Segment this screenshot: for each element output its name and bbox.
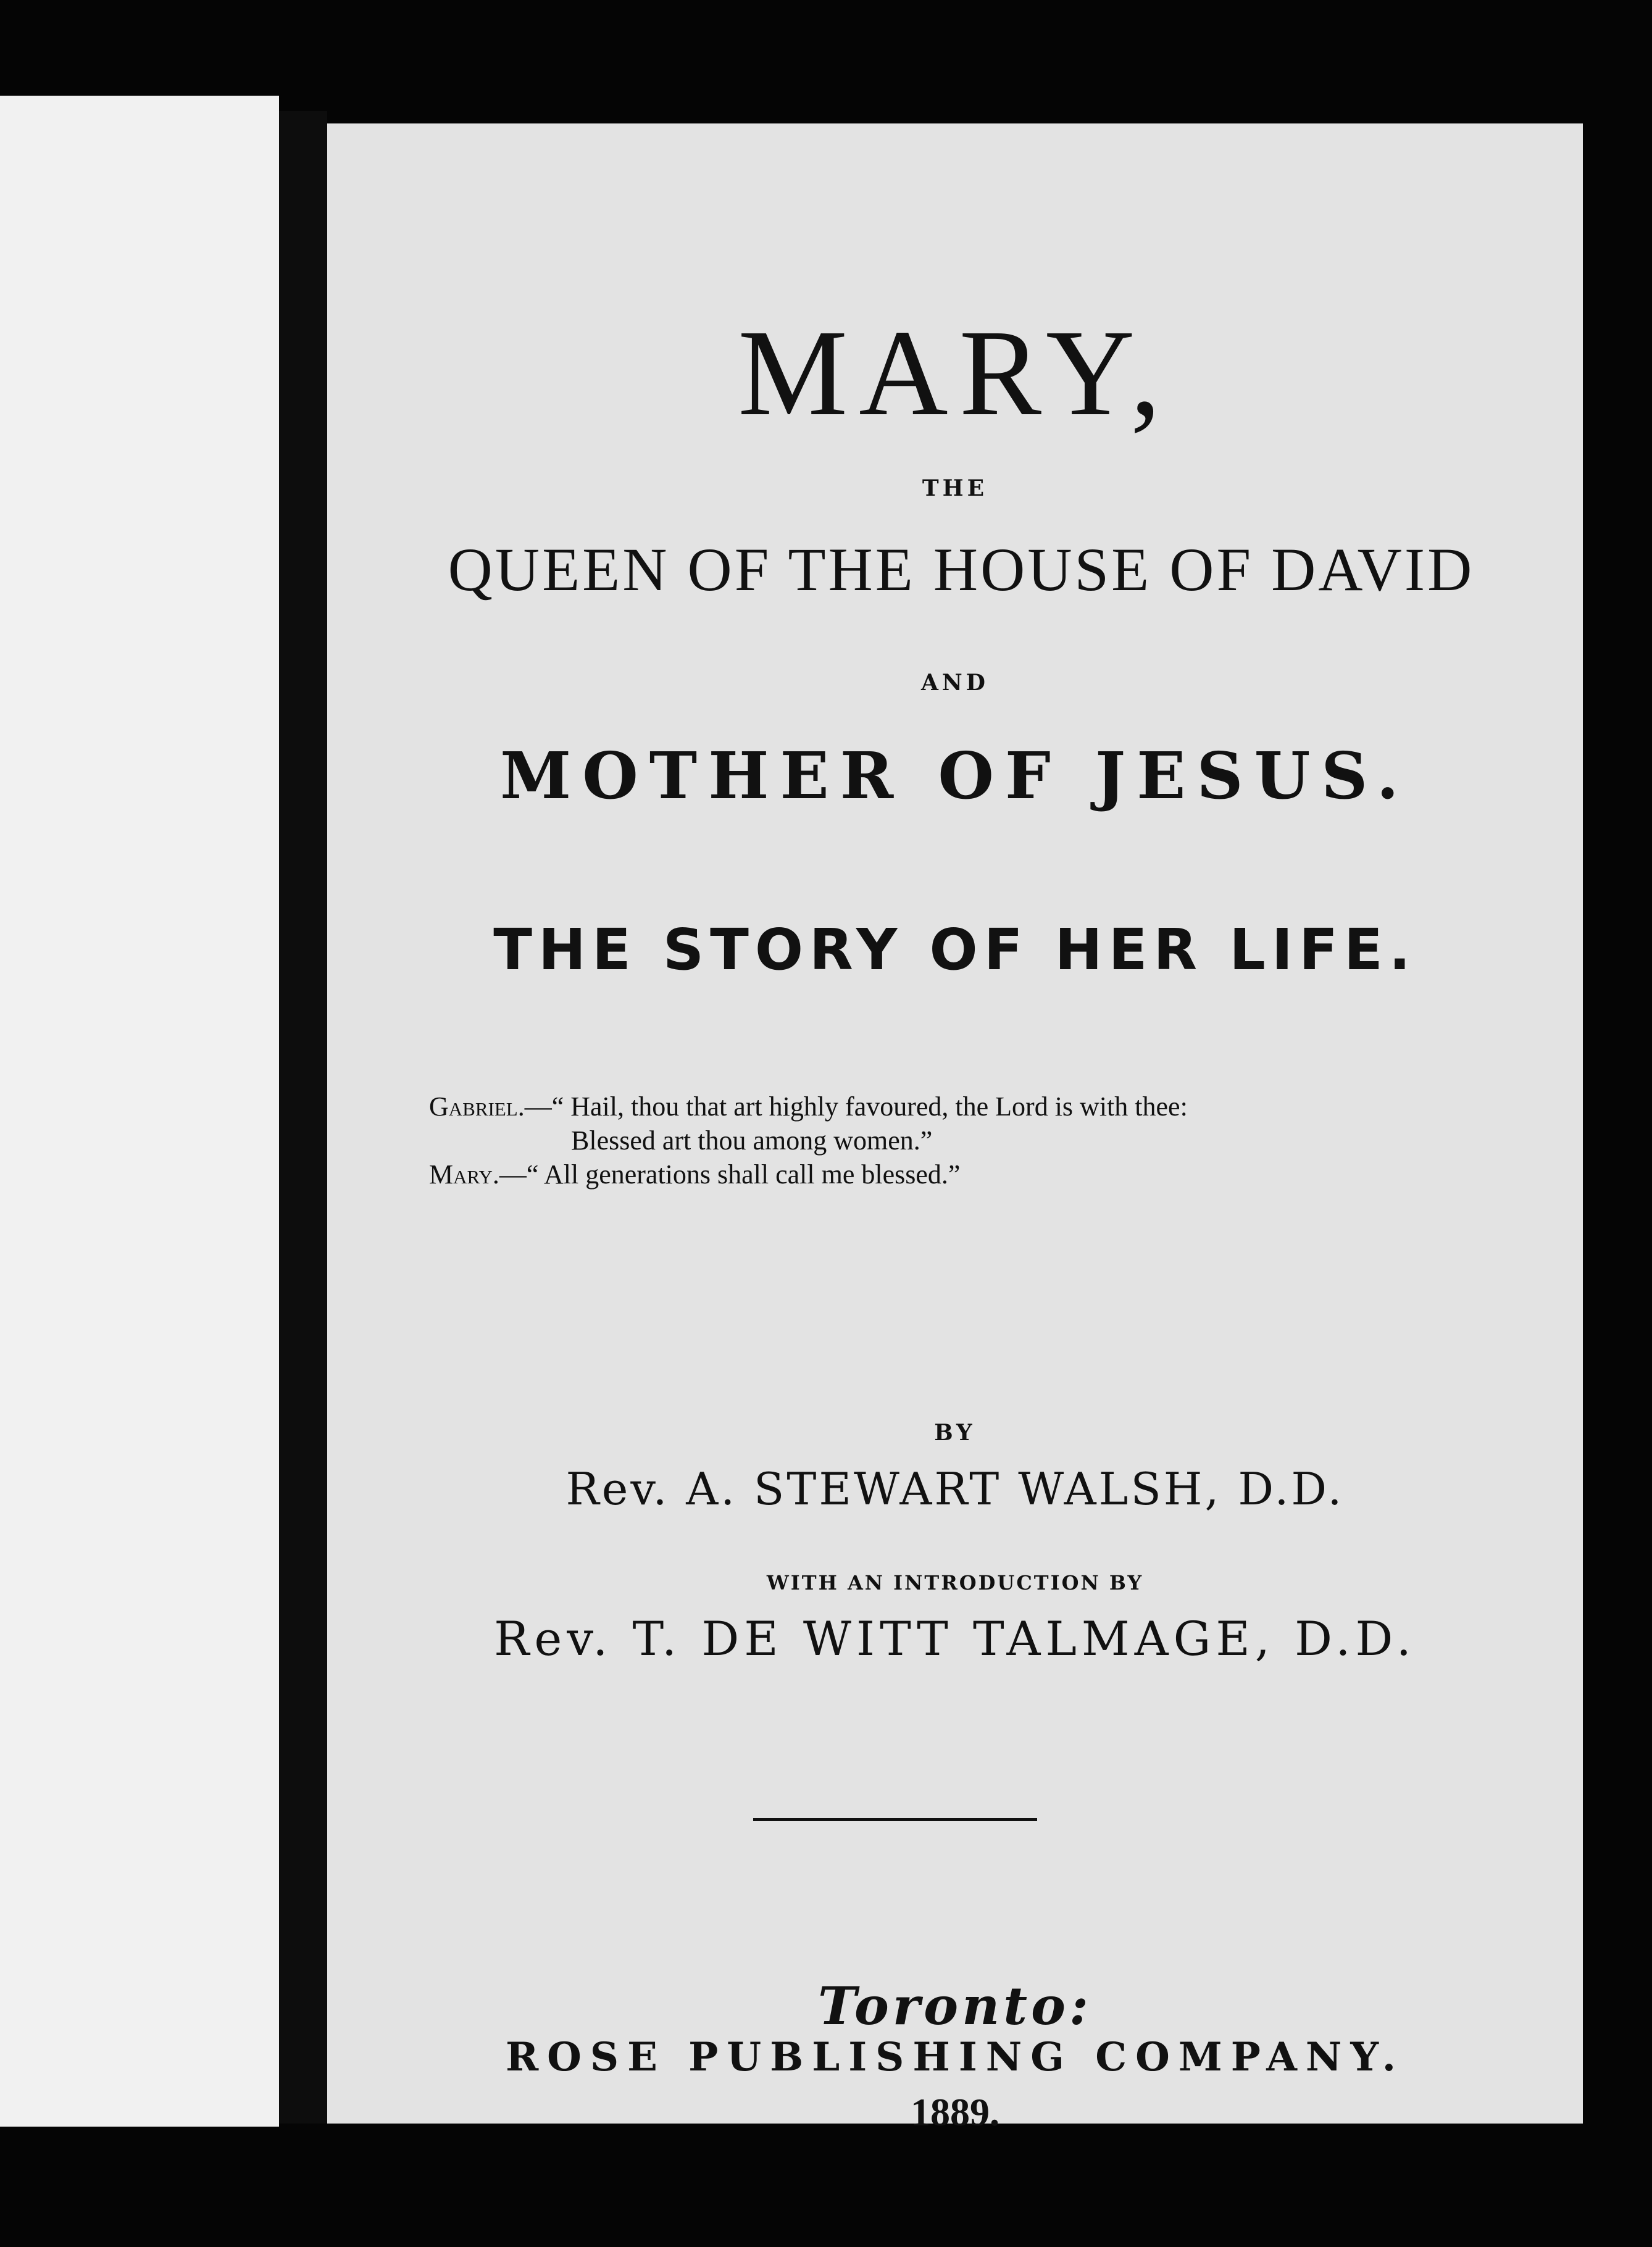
epigraph-line-3 [429, 1157, 1417, 1191]
by-word: BY [934, 1420, 976, 1446]
and-word: AND [920, 670, 990, 696]
publication-city: Toronto: [817, 1975, 1093, 2036]
publisher: ROSE PUBLISHING COMPANY. [505, 2034, 1405, 2080]
facing-page [0, 96, 279, 2127]
the-word: THE [922, 475, 988, 501]
epigraph-quote-2: —“ All generations shall call me blessed.” [499, 1159, 961, 1190]
epigraph-quote-1: —“ Hail, thou that art highly favoured, the Lord is with thee: [524, 1091, 1188, 1122]
book-gutter [279, 111, 327, 2124]
introducer: Rev. T. DE WITT TALMAGE, D.D. [494, 1611, 1416, 1666]
subtitle-mother: MOTHER OF JESUS. [500, 738, 1410, 814]
epigraph-line-1 [429, 1090, 1417, 1124]
book-title: MARY, [738, 305, 1172, 441]
publication-year: 1889. [911, 2090, 999, 2134]
divider-rule [753, 1818, 1037, 1821]
subtitle-queen: QUEEN OF THE HOUSE OF DAVID [448, 535, 1475, 604]
title-page [327, 123, 1583, 2134]
introduction-line: WITH AN INTRODUCTION BY [766, 1571, 1144, 1595]
epigraph-line-2: Blessed art thou among women.” [571, 1125, 933, 1156]
subtitle-story: THE STORY OF HER LIFE. [493, 917, 1417, 983]
epigraph-speaker-mary: Mary. [429, 1159, 499, 1190]
epigraph-speaker-gabriel: Gabriel. [429, 1091, 525, 1122]
epigraph [429, 1090, 1417, 1191]
author: Rev. A. STEWART WALSH, D.D. [565, 1463, 1345, 1515]
